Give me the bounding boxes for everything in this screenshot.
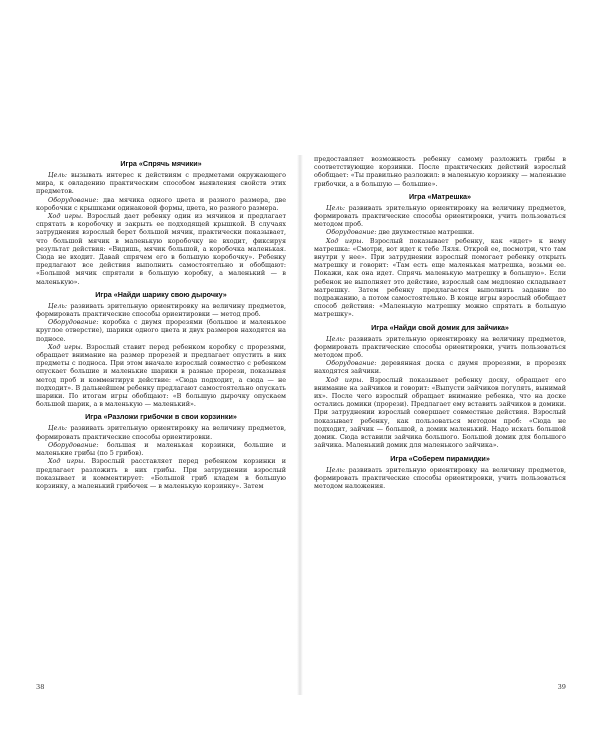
paragraph-text: большая и маленькая корзинки, большие и маленькие грибы (по 5 грибов).	[36, 440, 286, 458]
paragraph	[36, 302, 286, 318]
paragraph-text: Взрослый ставит перед ребенком коробку с прорезями, обращает внимание на размер прорезей и предлагает опустить в них предметы с подноса. При этом вначале взрослый совместно с ребенком опускает большие и маленькие шарики в разные прорези, показывая метод проб и комментируя действие: «Сюда подходит, а сюда — не подходит». В дальнейшем ребенку предлагают самостоятельно опускать шарики. По итогам игры обобщают: «В большую дырочку опускаем большой шарик, а в маленькую — маленький».	[36, 342, 286, 409]
section-title: Игра «Разложи грибочки в свои корзинки»	[85, 412, 237, 422]
paragraph-text: Взрослый показывает ребенку, как «идет» к нему матрешка: «Смотри, вот идет к тебе Ляля. Открой ее, посмотри, что там внутри у нее». При затруднении взрослый помогает ребенку открыть матрешку и говорит: «Там есть еще маленькая матрешка, возьми ее. Покажи, как она идет. Спрячь маленькую матрешку в большую». Если ребенок не выполняет это действие, взрослый сам медленно складывает матрешку. Затем ребенку предлагается выполнить задание по подражанию, а потом самостоятельно. В конце игры взрослый обобщает способ действия: «Маленькую матрешку можно спрятать в большую матрешку».	[314, 236, 566, 319]
paragraph-text: две двухместные матрешки.	[376, 228, 475, 237]
paragraph-text: развивать зрительную ориентировку на величину предметов, формировать практические способы ориентировки — метод проб.	[36, 301, 286, 319]
section-title: Игра «Найди шарику свою дырочку»	[95, 289, 227, 299]
right-page	[314, 155, 566, 695]
paragraph-label: Цель:	[48, 301, 68, 310]
paragraph	[314, 155, 566, 188]
page-number: 39	[557, 683, 566, 691]
section-title: Игра «Матрешка»	[408, 191, 472, 201]
section-title: Игра «Соберем пирамидки»	[390, 453, 490, 463]
paragraph-text: коробка с двумя прорезями (большое и маленькое круглое отверстие), шарики одного цвета и двух размеров находятся на подносе.	[36, 318, 286, 343]
section-title: Игра «Спрячь мячики»	[120, 159, 202, 168]
paragraph	[36, 457, 286, 490]
book-gutter	[297, 155, 303, 695]
game-section	[314, 192, 566, 319]
paragraph-text: предоставляет возможность ребенку самому разложить грибы в соответствующие корзинки. После практических действий взрослый обобщает: «Ты правильно разложил: в маленькую корзинку — маленькие грибочки, а в большую — большие».	[314, 155, 566, 188]
paragraph	[314, 228, 566, 236]
paragraph	[36, 424, 286, 440]
paragraph	[36, 212, 286, 286]
paragraph-label: Цель:	[326, 465, 346, 474]
paragraph-label: Ход игры.	[326, 236, 364, 245]
paragraph	[314, 359, 566, 375]
paragraph-text: Взрослый расставляет перед ребенком корзинки и предлагает разложить в них грибы. При затруднении взрослый показывает и комментирует: «Большой гриб кладем в большую корзинку, а маленький грибочек — в маленькую корзинку». Затем	[36, 457, 287, 490]
paragraph	[314, 237, 566, 319]
paragraph-text: развивать зрительную ориентировку на величину предметов, формировать практические способы ориентировки.	[36, 424, 286, 441]
paragraph-text: два мячика одного цвета и разного размера, две коробочки с крышками одинаковой формы, цвета, но разного размера.	[36, 195, 286, 212]
game-section	[314, 323, 566, 450]
paragraph	[314, 466, 566, 491]
paragraph-label: Цель:	[48, 424, 68, 433]
paragraph-label: Оборудование:	[326, 359, 377, 368]
paragraph	[36, 318, 286, 343]
paragraph	[314, 335, 566, 360]
paragraph-label: Цель:	[48, 171, 68, 179]
paragraph-text: деревянная доска с двумя прорезями, в прорезях находятся зайчики.	[314, 359, 566, 376]
game-section	[36, 412, 286, 490]
paragraph-text: развивать зрительную ориентировку на величину предметов, формировать практические способы ориентировки, учить пользоваться методом проб.	[314, 334, 566, 360]
game-section	[314, 155, 566, 188]
page-number: 38	[36, 683, 45, 691]
game-section	[314, 454, 566, 491]
paragraph-text: Взрослый дает ребенку один из мячиков и предлагает спрятать в коробочку и закрыть ее подходящей крышкой. В случаях затруднения взрослый берет большой мячик, практически показывает, что большой мячик в маленькую коробочку не входит, фиксируя результат действия: «Видишь, мячик большой, а коробочка маленькая. Сюда не входит. Давай спрячем его в большую коробочку». Ребенку предлагают все действия выполнить самостоятельно и обобщают: «Большой мячик спрятали в большую коробку, а маленький — в маленькую».	[36, 212, 286, 286]
paragraph	[314, 204, 566, 229]
paragraph	[36, 171, 286, 196]
paragraph	[36, 441, 286, 457]
paragraph-label: Цель:	[326, 203, 346, 212]
paragraph	[36, 196, 286, 212]
book-spread	[0, 155, 600, 695]
paragraph-label: Ход игры.	[326, 375, 364, 384]
paragraph-text: развивать зрительную ориентировку на величину предметов, формировать практические способы ориентировки, учить пользоваться методом проб.	[314, 203, 566, 229]
paragraph-label: Цель:	[326, 334, 346, 343]
paragraph	[36, 343, 286, 409]
paragraph-label: Ход игры.	[48, 342, 83, 351]
paragraph-label: Ход игры.	[48, 212, 84, 221]
paragraph-label: Оборудование:	[326, 228, 377, 237]
section-title: Игра «Найди свой домик для зайчика»	[371, 322, 509, 332]
paragraph-label: Оборудование:	[48, 195, 99, 204]
paragraph-label: Оборудование:	[48, 440, 99, 449]
paragraph-text: Взрослый показывает ребенку доску, обращает его внимание на зайчиков и говорит: «Выпусти зайчиков погулять, вынимай их». После чего взрослый обращает внимание ребенка, что на доске остались домики (прорези). Предлагает ему вставить зайчиков в домики. При затруднении взрослый совершает совместные действия. Взрослый показывает ребенку, как пользоваться методом проб: «Сюда не подходит, зайчик — большой, а домик маленький. Надо искать большой домик. Сюда вставили зайчика большого. Большой домик для большого зайчика. Маленький домик для маленького зайчика».	[314, 375, 567, 450]
paragraph-label: Ход игры.	[48, 457, 86, 466]
paragraph-label: Оборудование:	[48, 318, 99, 327]
paragraph	[314, 376, 566, 450]
paragraph-text: вызывать интерес к действиям с предметами окружающего мира, к овладению практическим способом выявления свойств этих предметов.	[36, 171, 286, 196]
left-page	[36, 155, 286, 695]
game-section	[36, 290, 286, 409]
paragraph-text: развивать зрительную ориентировку на величину предметов, формировать практические способы ориентировки, учить пользоваться методом наложения.	[314, 465, 566, 490]
game-section	[36, 159, 286, 286]
